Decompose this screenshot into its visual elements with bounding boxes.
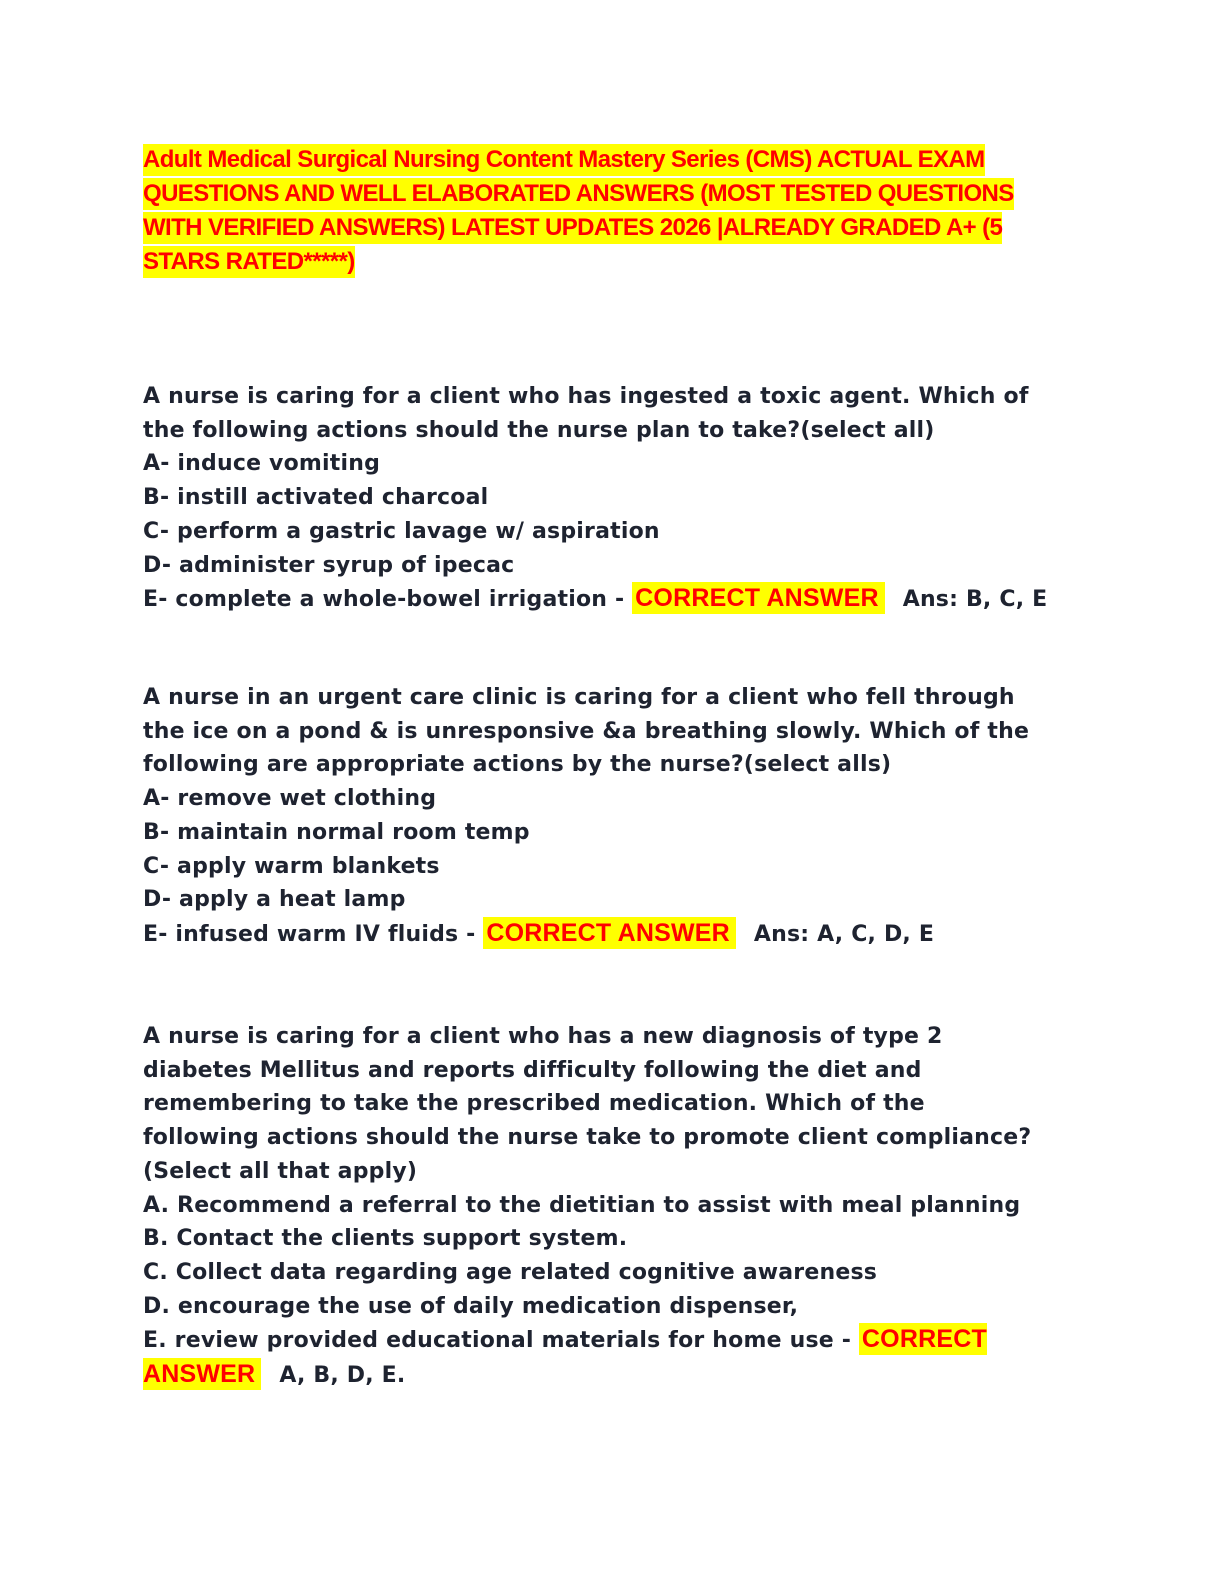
answer-option: C. Collect data regarding age related cognitive awareness [143,1259,878,1285]
question-stem-line: the following actions should the nurse plan to take?(select all) [143,417,935,443]
document-title [143,143,1043,279]
answer-option: E. review provided educational materials for home use - [143,1328,859,1354]
correct-answer-label: CORRECT ANSWER [143,1325,987,1389]
question-stem-line: following are appropriate actions by the nurse?(select alls) [143,752,892,778]
answer-option: B. Contact the clients support system. [143,1226,628,1252]
answer-option: D- apply a heat lamp [143,887,406,913]
answer-option: B- instill activated charcoal [143,485,489,511]
question-stem-line: A nurse in an urgent care clinic is caring for a client who fell through [143,685,1015,710]
question-2 [143,681,1073,952]
question-stem-line: A nurse is caring for a client who has a new diagnosis of type 2 [143,1024,943,1049]
question-stem-line: following actions should the nurse take to promote client compliance? [143,1125,1032,1151]
answer-option: E- infused warm IV fluids - [143,921,484,947]
answer-option: E- complete a whole-bowel irrigation - [143,587,633,613]
answer-option-with-key [143,582,1073,617]
question-stem-line: diabetes Mellitus and reports difficulty following the diet and [143,1057,922,1083]
question-stem-line: remembering to take the prescribed medication. Which of the [143,1091,925,1117]
correct-answer-label: CORRECT ANSWER [632,582,885,614]
answer-key: Ans: B, C, E [902,587,1048,613]
answer-option: A- remove wet clothing [143,786,437,812]
question-stem-line: (Select all that apply) [143,1158,418,1184]
answer-key: A, B, D, E. [279,1363,406,1389]
answer-option: A- induce vomiting [143,451,381,477]
question-3 [143,1020,1073,1393]
answer-option: D. encourage the use of daily medication dispenser, [143,1293,799,1319]
answer-option: C- perform a gastric lavage w/ aspiration [143,518,660,544]
answer-option: B- maintain normal room temp [143,819,530,845]
answer-option: D- administer syrup of ipecac [143,552,515,578]
answer-option: A. Recommend a referral to the dietitian to assist with meal planning [143,1192,1021,1218]
question-1 [143,380,1073,617]
answer-option-with-key [143,1323,1073,1392]
answer-option-with-key [143,917,1073,952]
question-stem-line: A nurse is caring for a client who has ingested a toxic agent. Which of [143,384,1029,409]
answer-option: C- apply warm blankets [143,853,440,879]
title-highlight: Adult Medical Surgical Nursing Content Mastery Series (CMS) ACTUAL EXAM QUESTIONS AND WELL ELABORATED ANSWERS (MOST TESTED QUESTIONS WITH VERIFIED ANSWERS) LATEST UPDATES 2026 |ALREADY GRADED A+ (5 STARS RATED*****) [143,144,1014,278]
correct-answer-label: CORRECT ANSWER [483,917,736,949]
question-stem-line: the ice on a pond & is unresponsive &a breathing slowly. Which of the [143,718,1030,744]
answer-key: Ans: A, C, D, E [753,921,935,947]
